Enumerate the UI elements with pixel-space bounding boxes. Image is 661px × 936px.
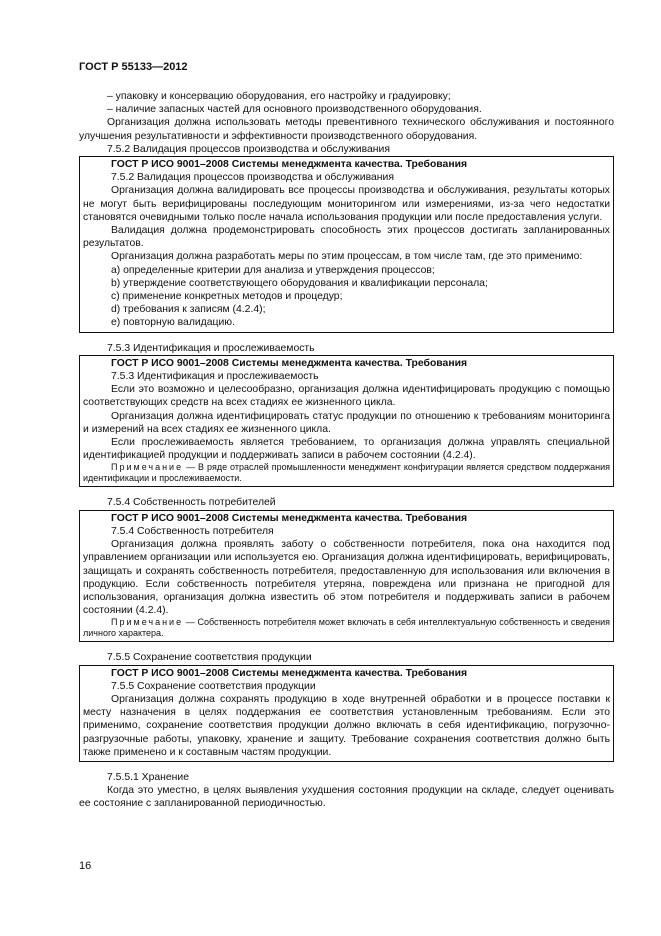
- frame-paragraph: Валидация должна продемонстрировать способность этих процессов достигать запланированных результатов.: [83, 225, 610, 250]
- list-item: b) утверждение соответствующего оборудования и квалификации персонала;: [111, 277, 488, 289]
- list-item: d) требования к записям (4.2.4);: [111, 304, 266, 316]
- quote-frame-7-5-2: [79, 156, 614, 333]
- frame-paragraph: Если прослеживаемость является требованием, то организация должна управлять специальной идентификацией продукции и поддерживать записи в рабочем состоянии (4.2.4).: [83, 437, 610, 462]
- intro-item-1: – упаковку и консервацию оборудования, его настройку и градуировку;: [107, 91, 451, 102]
- section-heading-7-5-3: 7.5.3 Идентификация и прослеживаемость: [107, 342, 315, 354]
- section-heading-7-5-2: 7.5.2 Валидация процессов производства и обслуживания: [107, 143, 390, 155]
- intro-paragraph: Организация должна использовать методы превентивного технического обслуживания и постоянного улучшения результативности и эффективности производственного оборудования.: [79, 117, 614, 142]
- list-item: e) повторную валидацию.: [111, 317, 235, 329]
- quote-frame-7-5-3: [79, 355, 614, 488]
- frame-note: [83, 617, 610, 639]
- note-label: Примечание: [111, 462, 184, 473]
- page-number: 16: [79, 860, 92, 872]
- frame-subheading: 7.5.4 Собственность потребителя: [111, 525, 274, 537]
- frame-paragraph: Организация должна идентифицировать статус продукции по отношению к требованиям мониторинга и измерений на всех стадиях ее жизненного цикла.: [83, 410, 610, 435]
- list-item: c) применение конкретных методов и процедур;: [111, 291, 343, 303]
- list-item: a) определенные критерии для анализа и утверждения процессов;: [111, 264, 435, 276]
- section-heading-7-5-5: 7.5.5 Сохранение соответствия продукции: [107, 652, 312, 664]
- frame-title: ГОСТ Р ИСО 9001–2008 Системы менеджмента качества. Требования: [111, 159, 468, 171]
- frame-subheading: 7.5.2 Валидация процессов производства и обслуживания: [111, 172, 394, 184]
- frame-subheading: 7.5.5 Сохранение соответствия продукции: [111, 680, 316, 692]
- note-text: — В ряде отраслей промышленности менеджмент конфигурации является средством поддержания идентификации и прослеживаемости.: [83, 462, 610, 484]
- frame-paragraph: Организация должна валидировать все процессы производства и обслуживания, результаты которых не могут быть верифицированы последующим мониторингом или измерениями, из-за чего недостатки становятся очевидными только после начала использования продукции или после предоставления услуги.: [83, 185, 610, 223]
- section-heading-7-5-5-1: 7.5.5.1 Хранение: [107, 771, 189, 783]
- intro-item-2: – наличие запасных частей для основного производственного оборудования.: [107, 104, 482, 116]
- frame-subheading: 7.5.3 Идентификация и прослеживаемость: [111, 371, 319, 383]
- note-label: Примечание: [111, 617, 184, 628]
- doc-content: [79, 90, 614, 811]
- frame-paragraph: Если это возможно и целесообразно, организация должна идентифицировать продукцию с помощью соответствующих средств на всех стадиях ее жизненного цикла.: [83, 384, 610, 409]
- note-text: — Собственность потребителя может включать в себя интеллектуальную собственность и сведения личного характера.: [83, 617, 610, 639]
- frame-title: ГОСТ Р ИСО 9001–2008 Системы менеджмента качества. Требования: [111, 667, 468, 679]
- frame-title: ГОСТ Р ИСО 9001–2008 Системы менеджмента качества. Требования: [111, 357, 468, 369]
- quote-frame-7-5-4: [79, 510, 614, 643]
- quote-frame-7-5-5: [79, 665, 614, 762]
- frame-paragraph: Организация должна сохранять продукцию в ходе внутренней обработки и в процессе поставки к месту назначения в целях поддержания ее соответствия установленным требованиям. Если это применимо, сохранение соответствия продукции должно включать в себя идентификацию, погрузочно-разгрузочные работы, упаковку, хранение и защиту. Требование сохранения соответствия должно быть также применено и к составным частям продукции.: [83, 693, 610, 758]
- section-heading-7-5-4: 7.5.4 Собственность потребителей: [107, 497, 276, 509]
- frame-paragraph: Организация должна разработать меры по этим процессам, в том числе там, где это применимо:: [111, 251, 583, 263]
- doc-header: ГОСТ Р 55133—2012: [79, 61, 188, 73]
- frame-title: ГОСТ Р ИСО 9001–2008 Системы менеджмента качества. Требования: [111, 512, 468, 524]
- body-paragraph: Когда это уместно, в целях выявления ухудшения состояния продукции на складе, следует оценивать ее состояние с запланированной периодичностью.: [79, 785, 614, 810]
- frame-paragraph: Организация должна проявлять заботу о собственности потребителя, пока она находится под управлением организации или используется ею. Организация должна идентифицировать, верифицировать, защищать и сохранять собственность потребителя, предоставленную для использования или включения в продукцию. Если собственность потребителя утеряна, повреждена или признана не пригодной для использования, организация должна известить об этом потребителя и поддерживать записи в рабочем состоянии (4.2.4).: [83, 539, 610, 617]
- frame-note: [83, 462, 610, 484]
